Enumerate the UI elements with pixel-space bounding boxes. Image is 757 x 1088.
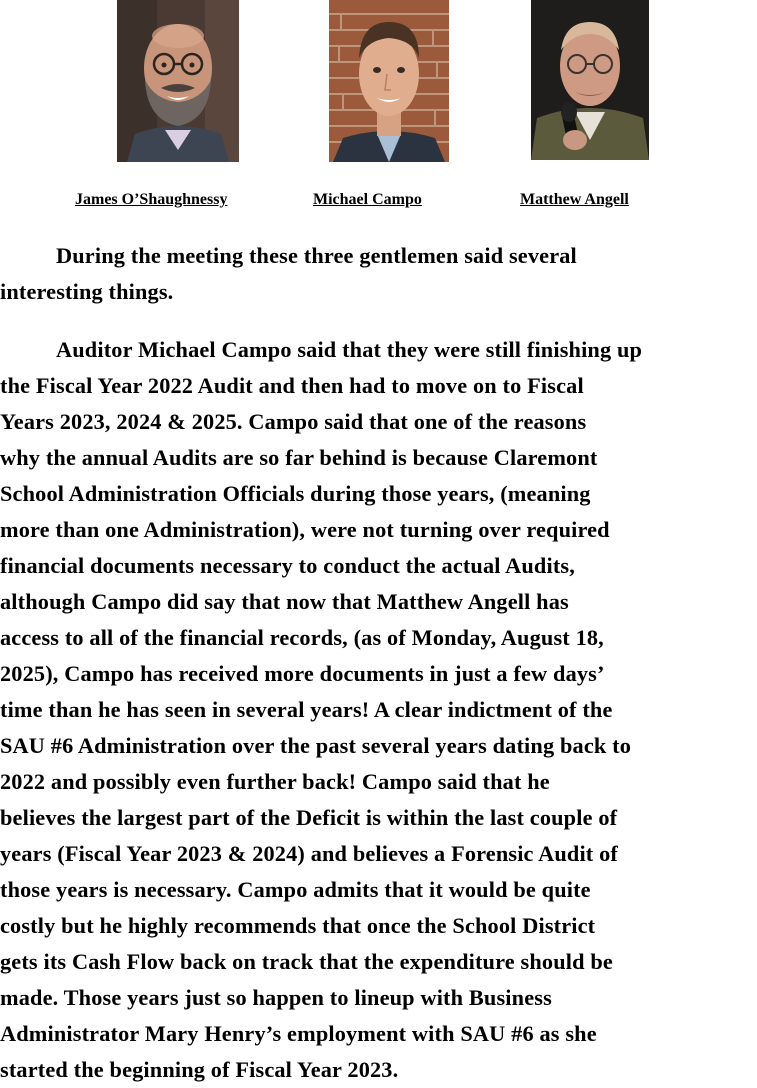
paragraph-line: why the annual Audits are so far behind is because Claremont	[0, 445, 598, 470]
caption-james-oshaughnessy: James O’Shaughnessy	[75, 191, 228, 208]
paragraph-auditor	[0, 332, 757, 1088]
paragraph-line: the Fiscal Year 2022 Audit and then had to move on to Fiscal	[0, 373, 584, 398]
article-body	[0, 238, 757, 1088]
paragraph-line: During the meeting these three gentlemen said several	[56, 243, 577, 268]
portrait-man-brick-wall-icon	[329, 0, 449, 162]
paragraph-line: SAU #6 Administration over the past several years dating back to	[0, 733, 632, 758]
portrait-photo-3	[531, 0, 649, 160]
paragraph-line: School Administration Officials during those years, (meaning	[0, 481, 591, 506]
paragraph-line: gets its Cash Flow back on track that the expenditure should be	[0, 949, 613, 974]
photo-row	[0, 0, 757, 170]
paragraph-line: those years is necessary. Campo admits that it would be quite	[0, 877, 591, 902]
caption-michael-campo: Michael Campo	[313, 191, 422, 208]
photo-captions	[0, 191, 757, 213]
portrait-bald-bearded-man-icon	[117, 0, 239, 162]
portrait-man-microphone-icon	[531, 0, 649, 160]
paragraph-line: 2025), Campo has received more documents in just a few days’	[0, 661, 605, 686]
portrait-photo-1	[117, 0, 239, 162]
portrait-photo-2	[329, 0, 449, 162]
paragraph-line: Years 2023, 2024 & 2025. Campo said that one of the reasons	[0, 409, 587, 434]
paragraph-line: more than one Administration), were not turning over required	[0, 517, 610, 542]
paragraph-meeting	[0, 238, 757, 310]
paragraph-line: made. Those years just so happen to lineup with Business	[0, 985, 552, 1010]
paragraph-line: Auditor Michael Campo said that they were still finishing up	[56, 337, 643, 362]
paragraph-line: believes the largest part of the Deficit is within the last couple of	[0, 805, 618, 830]
paragraph-line: time than he has seen in several years! A clear indictment of the	[0, 697, 613, 722]
paragraph-line: costly but he highly recommends that once the School District	[0, 913, 596, 938]
paragraph-line: interesting things.	[0, 279, 174, 304]
paragraph-line: years (Fiscal Year 2023 & 2024) and believes a Forensic Audit of	[0, 841, 618, 866]
paragraph-line: Administrator Mary Henry’s employment with SAU #6 as she	[0, 1021, 597, 1046]
paragraph-line: started the beginning of Fiscal Year 2023.	[0, 1057, 399, 1082]
paragraph-line: 2022 and possibly even further back! Campo said that he	[0, 769, 550, 794]
paragraph-line: access to all of the financial records, (as of Monday, August 18,	[0, 625, 604, 650]
paragraph-spacer	[0, 310, 757, 332]
paragraph-line: financial documents necessary to conduct the actual Audits,	[0, 553, 575, 578]
caption-matthew-angell: Matthew Angell	[520, 191, 629, 208]
paragraph-line: although Campo did say that now that Matthew Angell has	[0, 589, 569, 614]
